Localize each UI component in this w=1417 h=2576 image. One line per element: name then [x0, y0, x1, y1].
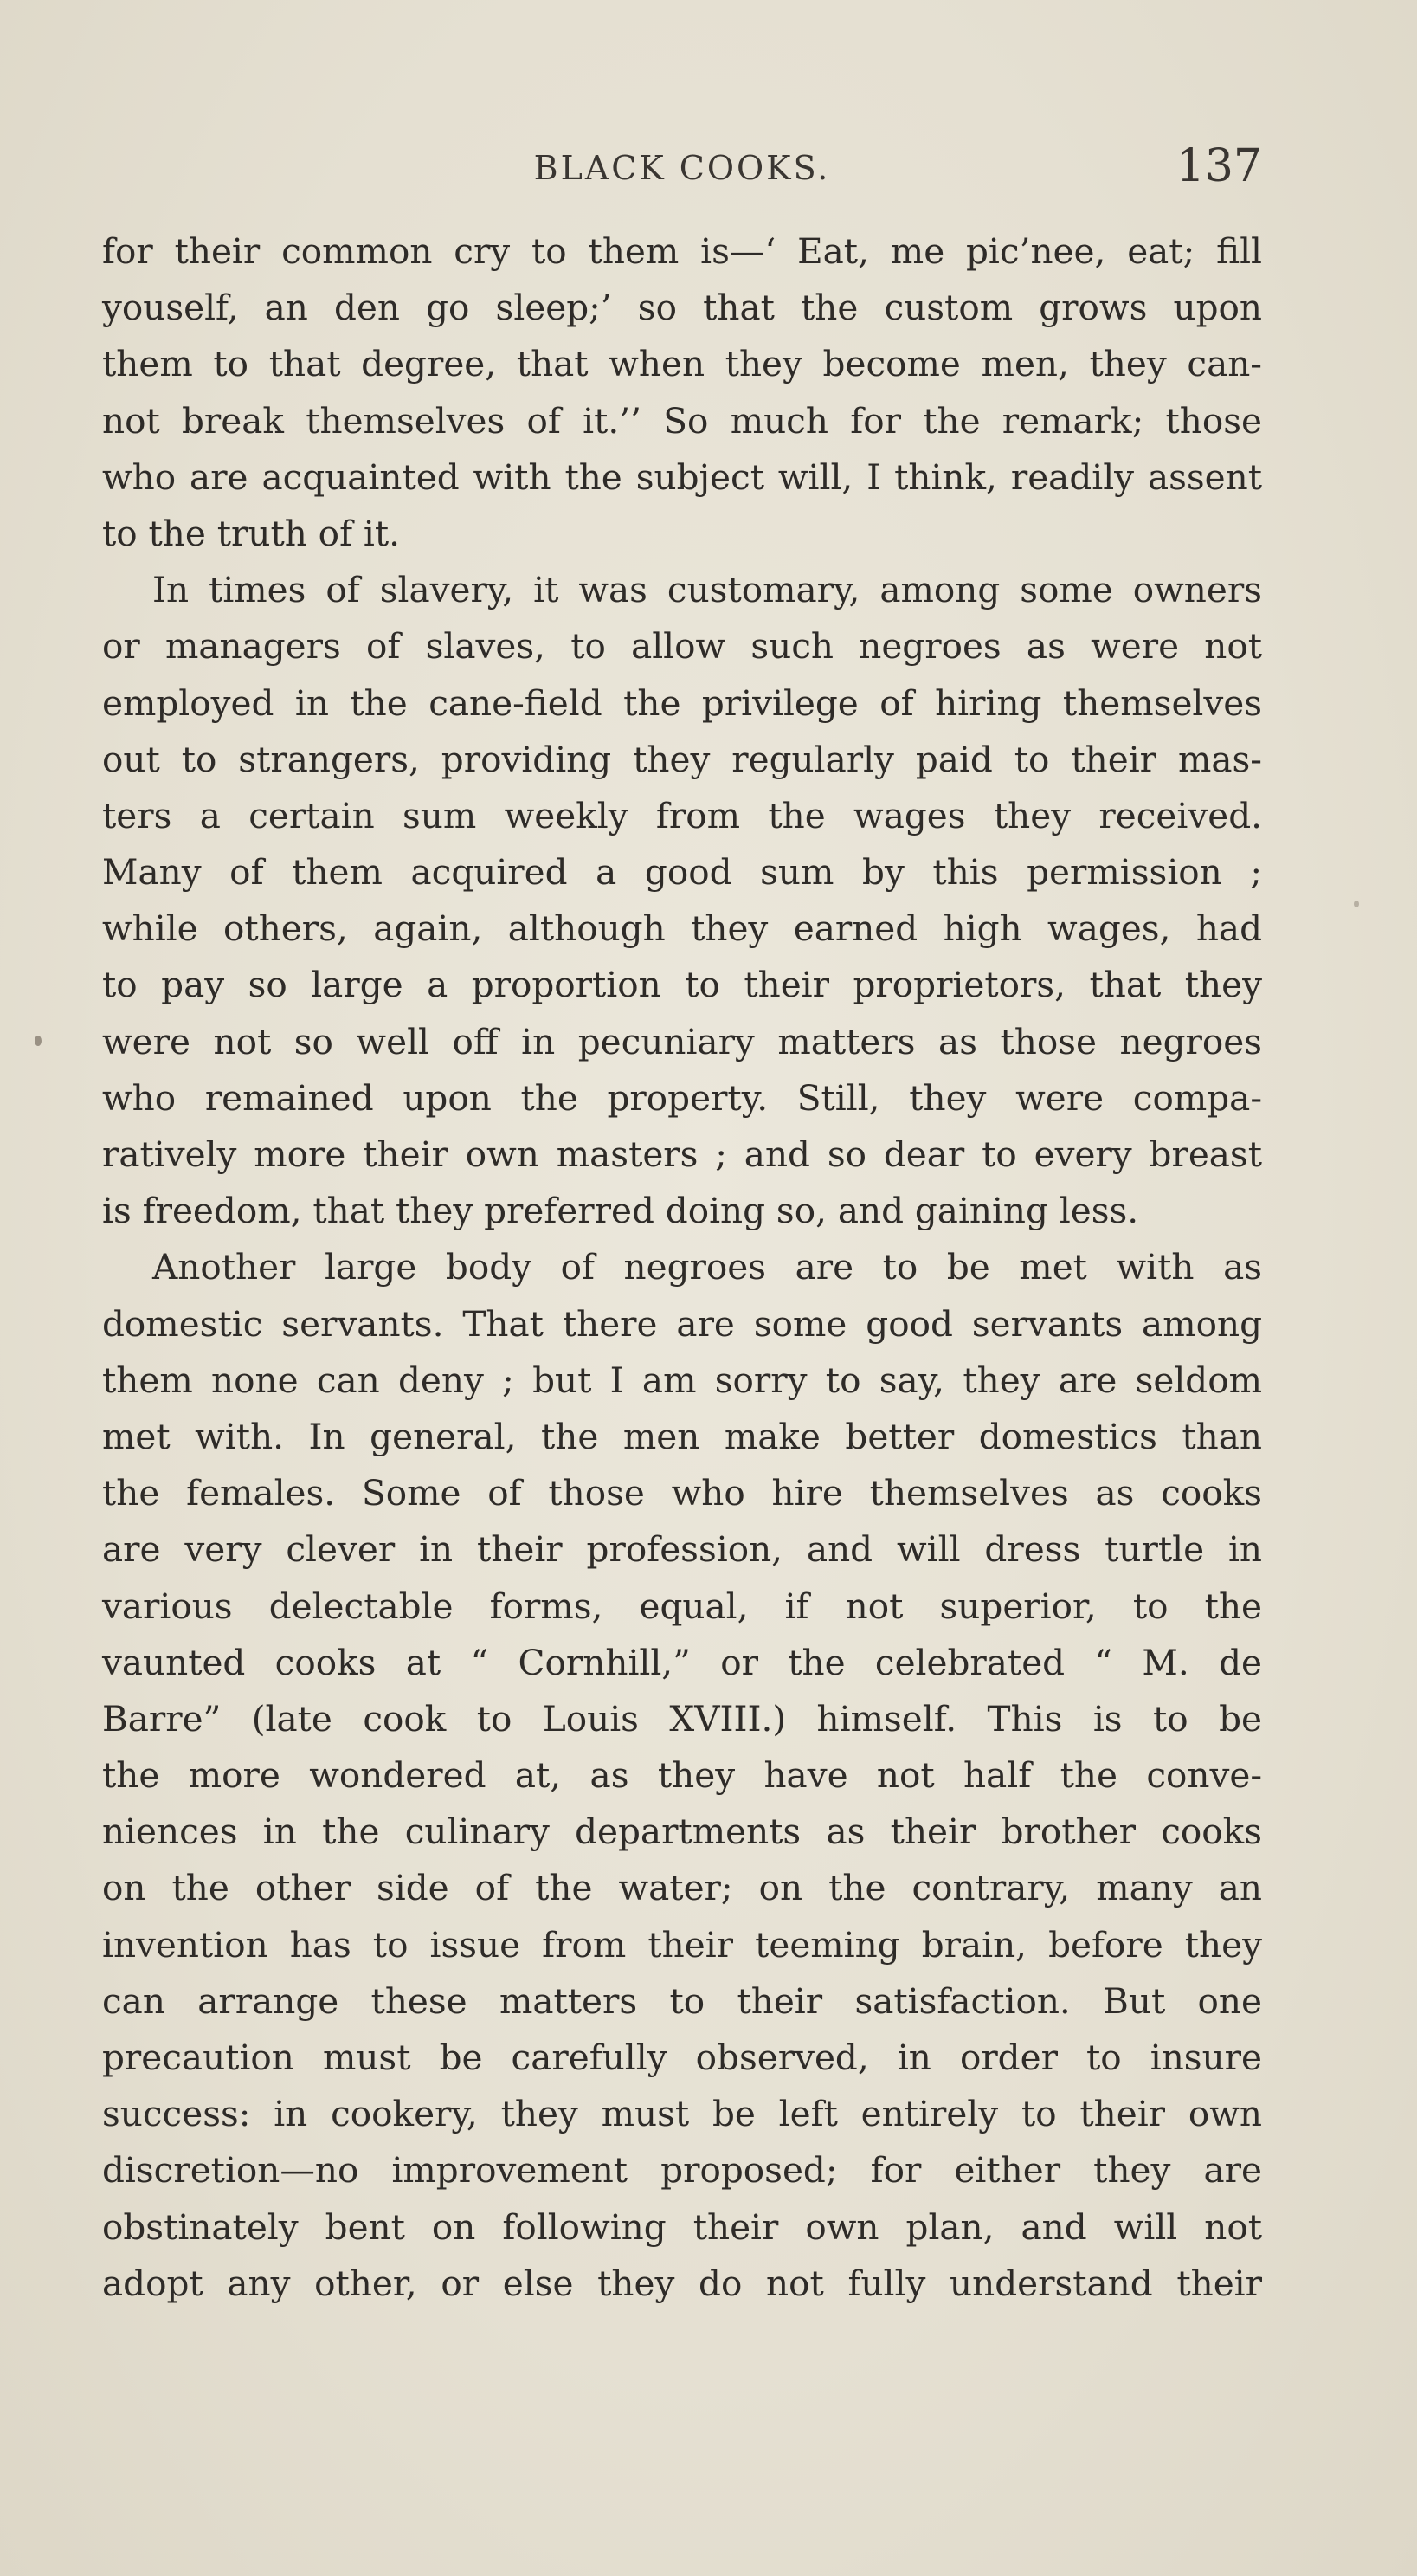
text-line: to the truth of it. [102, 512, 401, 554]
text-line: various delectable forms, equal, if not superior, to the [102, 1585, 1262, 1627]
text-line: can arrange these matters to their satisfaction. But one [102, 1979, 1262, 2022]
text-line: are very clever in their profession, and will dress turtle in [102, 1528, 1262, 1571]
text-line: vaunted cooks at “ Cornhill,” or the celebrated “ M. de [102, 1641, 1262, 1683]
text-line: were not so well off in pecuniary matters as those negroes [102, 1020, 1262, 1062]
text-line: obstinately bent on following their own plan, and will not [102, 2205, 1262, 2248]
text-line: while others, again, although they earned high wages, had [102, 907, 1262, 950]
text-line: Another large body of negroes are to be met with as [152, 1246, 1262, 1288]
running-head: BLACK COOKS. [533, 149, 831, 187]
text-line: who remained upon the property. Still, they were compa- [102, 1076, 1262, 1119]
page-number: 137 [1175, 140, 1262, 192]
text-line: adopt any other, or else they do not fully understand their [102, 2262, 1262, 2304]
text-line: is freedom, that they preferred doing so, and gaining less. [102, 1190, 1139, 1232]
text-line: niences in the culinary departments as their brother cooks [102, 1811, 1262, 1853]
text-line: In times of slavery, it was customary, among some owners [152, 569, 1262, 611]
body-text [102, 223, 1262, 2312]
text-line: ters a certain sum weekly from the wages they received. [102, 794, 1262, 836]
text-line: them none can deny ; but I am sorry to say, they are seldom [102, 1359, 1262, 1401]
text-line: discretion—no improvement proposed; for either they are [102, 2149, 1262, 2192]
text-line: not break themselves of it.’’ So much for the remark; those [102, 399, 1262, 442]
text-line: precaution must be carefully observed, in order to insure [102, 2037, 1262, 2078]
text-line: to pay so large a proportion to their proprietors, that they [102, 964, 1262, 1006]
text-line: ratively more their own masters ; and so dear to every breast [102, 1133, 1262, 1175]
paragraph-2 [102, 562, 1262, 1239]
text-line: success: in cookery, they must be left entirely to their own [102, 2093, 1262, 2135]
text-line: out to strangers, providing they regularly paid to their mas- [102, 738, 1262, 780]
text-line: the more wondered at, as they have not half the conve- [102, 1754, 1262, 1797]
text-line: youself, an den go sleep;’ so that the custom grows upon [102, 287, 1262, 329]
text-line: invention has to issue from their teeming brain, before they [102, 1923, 1262, 1966]
text-line: on the other side of the water; on the contrary, many an [102, 1867, 1262, 1909]
text-line: the females. Some of those who hire themselves as cooks [102, 1472, 1262, 1514]
text-line: met with. In general, the men make better domestics than [102, 1415, 1262, 1457]
text-line: them to that degree, that when they become men, they can- [102, 343, 1262, 385]
paragraph-3 [102, 1239, 1262, 2312]
text-line: Many of them acquired a good sum by this permission ; [102, 851, 1262, 894]
text-line: domestic servants. That there are some good servants among [102, 1302, 1262, 1345]
text-line: who are acquainted with the subject will, I think, readily assent [102, 455, 1262, 498]
text-line: for their common cry to them is—‘ Eat, me pic’nee, eat; fill [102, 230, 1262, 272]
text-line: or managers of slaves, to allow such negroes as were not [102, 625, 1262, 668]
text-line: employed in the cane-field the privilege of hiring themselves [102, 681, 1262, 724]
paper-fleck [1354, 901, 1359, 907]
page-header [102, 140, 1262, 197]
paper-fleck [35, 1036, 42, 1046]
paragraph-1 [102, 223, 1262, 562]
text-line: Barre” (late cook to Louis XVIII.) himself. This is to be [102, 1697, 1262, 1740]
